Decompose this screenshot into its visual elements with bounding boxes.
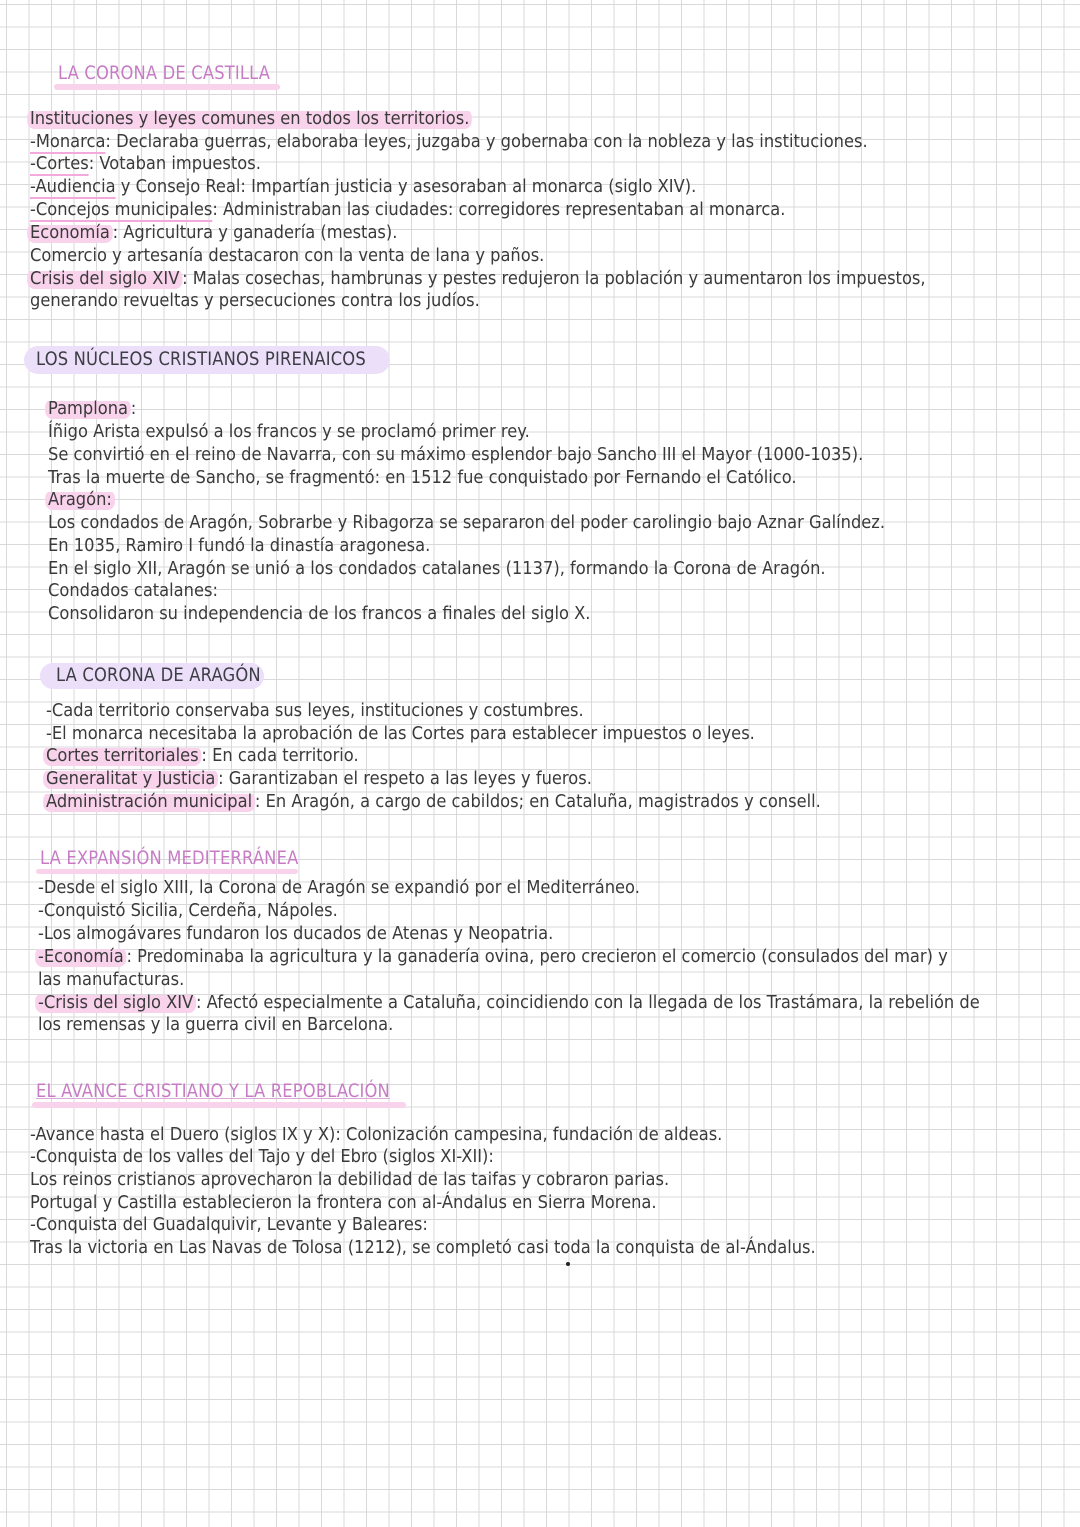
text-line: Comercio y artesanía destacaron con la venta de lana y paños. [30, 246, 545, 266]
text-line: Consolidaron su independencia de los francos a finales del siglo X. [48, 604, 591, 624]
text-line: Tras la victoria en Las Navas de Tolosa (1212), se completó casi toda la conquista de al-Ándalus. [30, 1238, 816, 1258]
text-line: -Cortes: Votaban impuestos. [30, 154, 261, 174]
text-line: generando revueltas y persecuciones contra los judíos. [30, 291, 480, 311]
text-line: Generalitat y Justicia : Garantizaban el respeto a las leyes y fueros. [46, 768, 592, 790]
text-line: -Concejos municipales: Administraban las ciudades: corregidores representaban al monarca. [30, 200, 786, 220]
text-line: -Audiencia y Consejo Real: Impartían justicia y asesoraban al monarca (siglo XIV). [30, 177, 697, 197]
text-line: -Avance hasta el Duero (siglos IX y X): Colonización campesina, fundación de aldeas. [30, 1125, 723, 1145]
text-line: -El monarca necesitaba la aprobación de las Cortes para establecer impuestos o leyes. [46, 724, 755, 744]
text-line: Cortes territoriales : En cada territorio. [46, 745, 359, 767]
text-line: En el siglo XII, Aragón se unió a los condados catalanes (1137), formando la Corona de Aragón. [48, 559, 826, 579]
text-line: Aragón: [48, 489, 115, 511]
text-line: -Economía : Predominaba la agricultura y la ganadería ovina, pero crecieron el comercio (consulados del mar) y [38, 946, 948, 968]
text-line: Pamplona : [48, 398, 136, 420]
text-line: Condados catalanes: [48, 581, 218, 601]
text-line: los remensas y la guerra civil en Barcelona. [38, 1015, 394, 1035]
section-title-castilla: LA CORONA DE CASTILLA [58, 62, 271, 84]
text-line: -Crisis del siglo XIV : Afectó especialmente a Cataluña, coincidiendo con la llegada de los Trastámara, la rebelión de [38, 992, 980, 1014]
text-line: Portugal y Castilla establecieron la frontera con al-Ándalus en Sierra Morena. [30, 1193, 657, 1213]
title-highlight [36, 869, 298, 874]
text-line: -Conquista de los valles del Tajo y del Ebro (siglos XI-XII): [30, 1147, 494, 1167]
text-line: -Desde el siglo XIII, la Corona de Aragón se expandió por el Mediterráneo. [38, 878, 640, 898]
section-title-repoblacion: EL AVANCE CRISTIANO Y LA REPOBLACIÓN [36, 1080, 390, 1102]
title-highlight [32, 1102, 406, 1108]
text-line: las manufacturas. [38, 970, 185, 990]
section-title-mediterranea: LA EXPANSIÓN MEDITERRÁNEA [40, 847, 299, 869]
text-line: Los condados de Aragón, Sobrarbe y Ribagorza se separaron del poder carolingio bajo Aznar Galíndez. [48, 513, 886, 533]
ink-dot [566, 1262, 570, 1266]
text-line: En 1035, Ramiro I fundó la dinastía aragonesa. [48, 536, 431, 556]
text-line: -Los almogávares fundaron los ducados de Atenas y Neopatria. [38, 924, 554, 944]
text-line: -Conquistó Sicilia, Cerdeña, Nápoles. [38, 901, 338, 921]
text-line: Crisis del siglo XIV : Malas cosechas, hambrunas y pestes redujeron la población y aumentaron los impuestos, [30, 268, 926, 290]
text-line: -Conquista del Guadalquivir, Levante y Baleares: [30, 1215, 428, 1235]
text-line: Economía : Agricultura y ganadería (mestas). [30, 222, 397, 244]
text-line: -Cada territorio conservaba sus leyes, instituciones y costumbres. [46, 701, 584, 721]
text-line: Los reinos cristianos aprovecharon la debilidad de las taifas y cobraron parias. [30, 1170, 670, 1190]
title-highlight [54, 84, 280, 90]
text-line: Íñigo Arista expulsó a los francos y se proclamó primer rey. [48, 422, 530, 442]
text-line: Tras la muerte de Sancho, se fragmentó: en 1512 fue conquistado por Fernando el Católico. [48, 468, 797, 488]
text-line: Instituciones y leyes comunes en todos los territorios. [30, 108, 472, 130]
section-title-pirenaicos: LOS NÚCLEOS CRISTIANOS PIRENAICOS [36, 348, 366, 370]
text-line: Administración municipal : En Aragón, a cargo de cabildos; en Cataluña, magistrados y consell. [46, 791, 821, 813]
text-line: -Monarca: Declaraba guerras, elaboraba leyes, juzgaba y gobernaba con la nobleza y las instituciones. [30, 132, 868, 152]
section-title-aragon: LA CORONA DE ARAGÓN [56, 664, 261, 686]
text-line: Se convirtió en el reino de Navarra, con su máximo esplendor bajo Sancho III el Mayor (1000-1035). [48, 445, 864, 465]
